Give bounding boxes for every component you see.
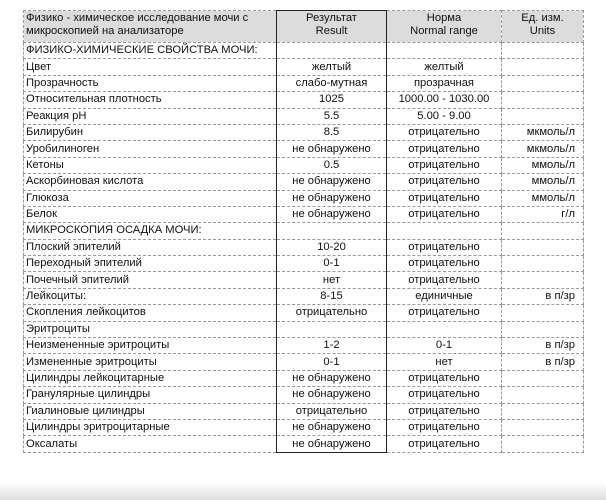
- norm-cell: 5.00 - 9.00: [387, 108, 502, 124]
- result-cell: отрицательно: [277, 305, 387, 321]
- page-bottom-shadow: [0, 482, 606, 500]
- unit-cell: мкмоль/л: [502, 141, 584, 157]
- norm-cell: прозрачная: [387, 75, 502, 91]
- table-row: [24, 305, 584, 321]
- norm-cell: отрицательно: [387, 305, 502, 321]
- unit-cell: [502, 59, 584, 75]
- result-cell: [277, 43, 387, 59]
- table-row: [24, 354, 584, 370]
- unit-cell: [502, 305, 584, 321]
- param-cell: ФИЗИКО-ХИМИЧЕСКИЕ СВОЙСТВА МОЧИ:: [24, 43, 277, 59]
- unit-cell: в п/зр: [502, 338, 584, 354]
- table-row: [24, 59, 584, 75]
- norm-cell: отрицательно: [387, 174, 502, 190]
- result-cell: 8.5: [277, 124, 387, 140]
- norm-cell: [387, 223, 502, 239]
- unit-cell: мкмоль/л: [502, 124, 584, 140]
- result-cell: 0-1: [277, 256, 387, 272]
- table-row: [24, 419, 584, 435]
- norm-cell: нет: [387, 354, 502, 370]
- norm-cell: 0-1: [387, 338, 502, 354]
- param-cell: Почечный эпителий: [24, 272, 277, 288]
- unit-cell: [502, 370, 584, 386]
- table-row: [24, 92, 584, 108]
- unit-cell: [502, 108, 584, 124]
- urinalysis-table: [23, 10, 584, 453]
- result-cell: [277, 223, 387, 239]
- result-cell: 0-1: [277, 354, 387, 370]
- header-norm-ru: Норма: [426, 12, 462, 24]
- param-cell: Цилиндры эритроцитарные: [24, 419, 277, 435]
- param-cell: Цилиндры лейкоцитарные: [24, 370, 277, 386]
- result-cell: желтый: [277, 59, 387, 75]
- table-row: [24, 436, 584, 452]
- table-row: [24, 239, 584, 255]
- param-cell: МИКРОСКОПИЯ ОСАДКА МОЧИ:: [24, 223, 277, 239]
- norm-cell: отрицательно: [387, 370, 502, 386]
- norm-cell: желтый: [387, 59, 502, 75]
- norm-cell: отрицательно: [387, 141, 502, 157]
- table-row: [24, 141, 584, 157]
- result-cell: отрицательно: [277, 403, 387, 419]
- norm-cell: отрицательно: [387, 239, 502, 255]
- table-row: [24, 75, 584, 91]
- header-norm-en: Normal range: [410, 25, 478, 37]
- table-row: [24, 256, 584, 272]
- norm-cell: отрицательно: [387, 190, 502, 206]
- result-cell: 1025: [277, 92, 387, 108]
- param-cell: Прозрачность: [24, 75, 277, 91]
- table-header-row: [24, 11, 584, 43]
- unit-cell: ммоль/л: [502, 157, 584, 173]
- result-cell: 0.5: [277, 157, 387, 173]
- header-unit: [502, 11, 584, 43]
- result-cell: слабо-мутная: [277, 75, 387, 91]
- param-cell: Кетоны: [24, 157, 277, 173]
- param-cell: Уробилиноген: [24, 141, 277, 157]
- result-cell: не обнаружено: [277, 141, 387, 157]
- param-cell: Скопления лейкоцитов: [24, 305, 277, 321]
- unit-cell: [502, 272, 584, 288]
- result-cell: не обнаружено: [277, 370, 387, 386]
- param-cell: Гранулярные цилиндры: [24, 387, 277, 403]
- unit-cell: ммоль/л: [502, 174, 584, 190]
- unit-cell: в п/зр: [502, 354, 584, 370]
- header-result-en: Result: [315, 25, 348, 37]
- section-row: [24, 223, 584, 239]
- result-cell: [277, 321, 387, 337]
- param-cell: Относительная плотность: [24, 92, 277, 108]
- table-row: [24, 403, 584, 419]
- unit-cell: [502, 223, 584, 239]
- unit-cell: [502, 436, 584, 452]
- table-row: [24, 174, 584, 190]
- table-body: [24, 43, 584, 453]
- param-cell: Цвет: [24, 59, 277, 75]
- header-result-ru: Результат: [306, 12, 357, 24]
- result-cell: 1-2: [277, 338, 387, 354]
- table-row: [24, 272, 584, 288]
- table-row: [24, 108, 584, 124]
- result-cell: 8-15: [277, 288, 387, 304]
- table-row: [24, 288, 584, 304]
- norm-cell: отрицательно: [387, 256, 502, 272]
- unit-cell: г/л: [502, 206, 584, 222]
- section-row: [24, 43, 584, 59]
- table-row: [24, 387, 584, 403]
- unit-cell: [502, 92, 584, 108]
- unit-cell: [502, 387, 584, 403]
- header-result: [277, 11, 387, 43]
- unit-cell: [502, 239, 584, 255]
- unit-cell: ммоль/л: [502, 190, 584, 206]
- table-row: [24, 124, 584, 140]
- unit-cell: [502, 419, 584, 435]
- param-cell: Билирубин: [24, 124, 277, 140]
- unit-cell: [502, 256, 584, 272]
- table-row: [24, 321, 584, 337]
- result-cell: 10-20: [277, 239, 387, 255]
- table-row: [24, 206, 584, 222]
- header-param: Физико - химическое исследование мочи с микроскопией на анализаторе: [24, 11, 277, 43]
- header-unit-ru: Ед. изм.: [521, 12, 564, 24]
- param-cell: Глюкоза: [24, 190, 277, 206]
- norm-cell: [387, 43, 502, 59]
- table-row: [24, 370, 584, 386]
- param-cell: Белок: [24, 206, 277, 222]
- param-cell: Неизмененные эритроциты: [24, 338, 277, 354]
- norm-cell: отрицательно: [387, 419, 502, 435]
- param-cell: Оксалаты: [24, 436, 277, 452]
- norm-cell: единичные: [387, 288, 502, 304]
- unit-cell: [502, 403, 584, 419]
- param-cell: Плоский эпителий: [24, 239, 277, 255]
- table-row: [24, 190, 584, 206]
- result-cell: не обнаружено: [277, 206, 387, 222]
- table-row: [24, 157, 584, 173]
- norm-cell: отрицательно: [387, 206, 502, 222]
- norm-cell: отрицательно: [387, 436, 502, 452]
- unit-cell: в п/зр: [502, 288, 584, 304]
- norm-cell: отрицательно: [387, 403, 502, 419]
- param-cell: Гиалиновые цилиндры: [24, 403, 277, 419]
- result-cell: не обнаружено: [277, 190, 387, 206]
- result-cell: не обнаружено: [277, 436, 387, 452]
- result-cell: не обнаружено: [277, 419, 387, 435]
- norm-cell: отрицательно: [387, 272, 502, 288]
- unit-cell: [502, 75, 584, 91]
- table-row: [24, 338, 584, 354]
- unit-cell: [502, 321, 584, 337]
- norm-cell: отрицательно: [387, 387, 502, 403]
- result-cell: не обнаружено: [277, 387, 387, 403]
- param-cell: Аскорбиновая кислота: [24, 174, 277, 190]
- unit-cell: [502, 43, 584, 59]
- param-cell: Переходный эпителий: [24, 256, 277, 272]
- param-cell: Эритроциты: [24, 321, 277, 337]
- param-cell: Измененные эритроциты: [24, 354, 277, 370]
- result-cell: нет: [277, 272, 387, 288]
- norm-cell: отрицательно: [387, 124, 502, 140]
- param-cell: Лейкоциты:: [24, 288, 277, 304]
- header-unit-en: Units: [529, 25, 556, 37]
- result-cell: 5.5: [277, 108, 387, 124]
- norm-cell: 1000.00 - 1030.00: [387, 92, 502, 108]
- header-norm: [387, 11, 502, 43]
- param-cell: Реакция рН: [24, 108, 277, 124]
- norm-cell: отрицательно: [387, 157, 502, 173]
- result-cell: не обнаружено: [277, 174, 387, 190]
- norm-cell: [387, 321, 502, 337]
